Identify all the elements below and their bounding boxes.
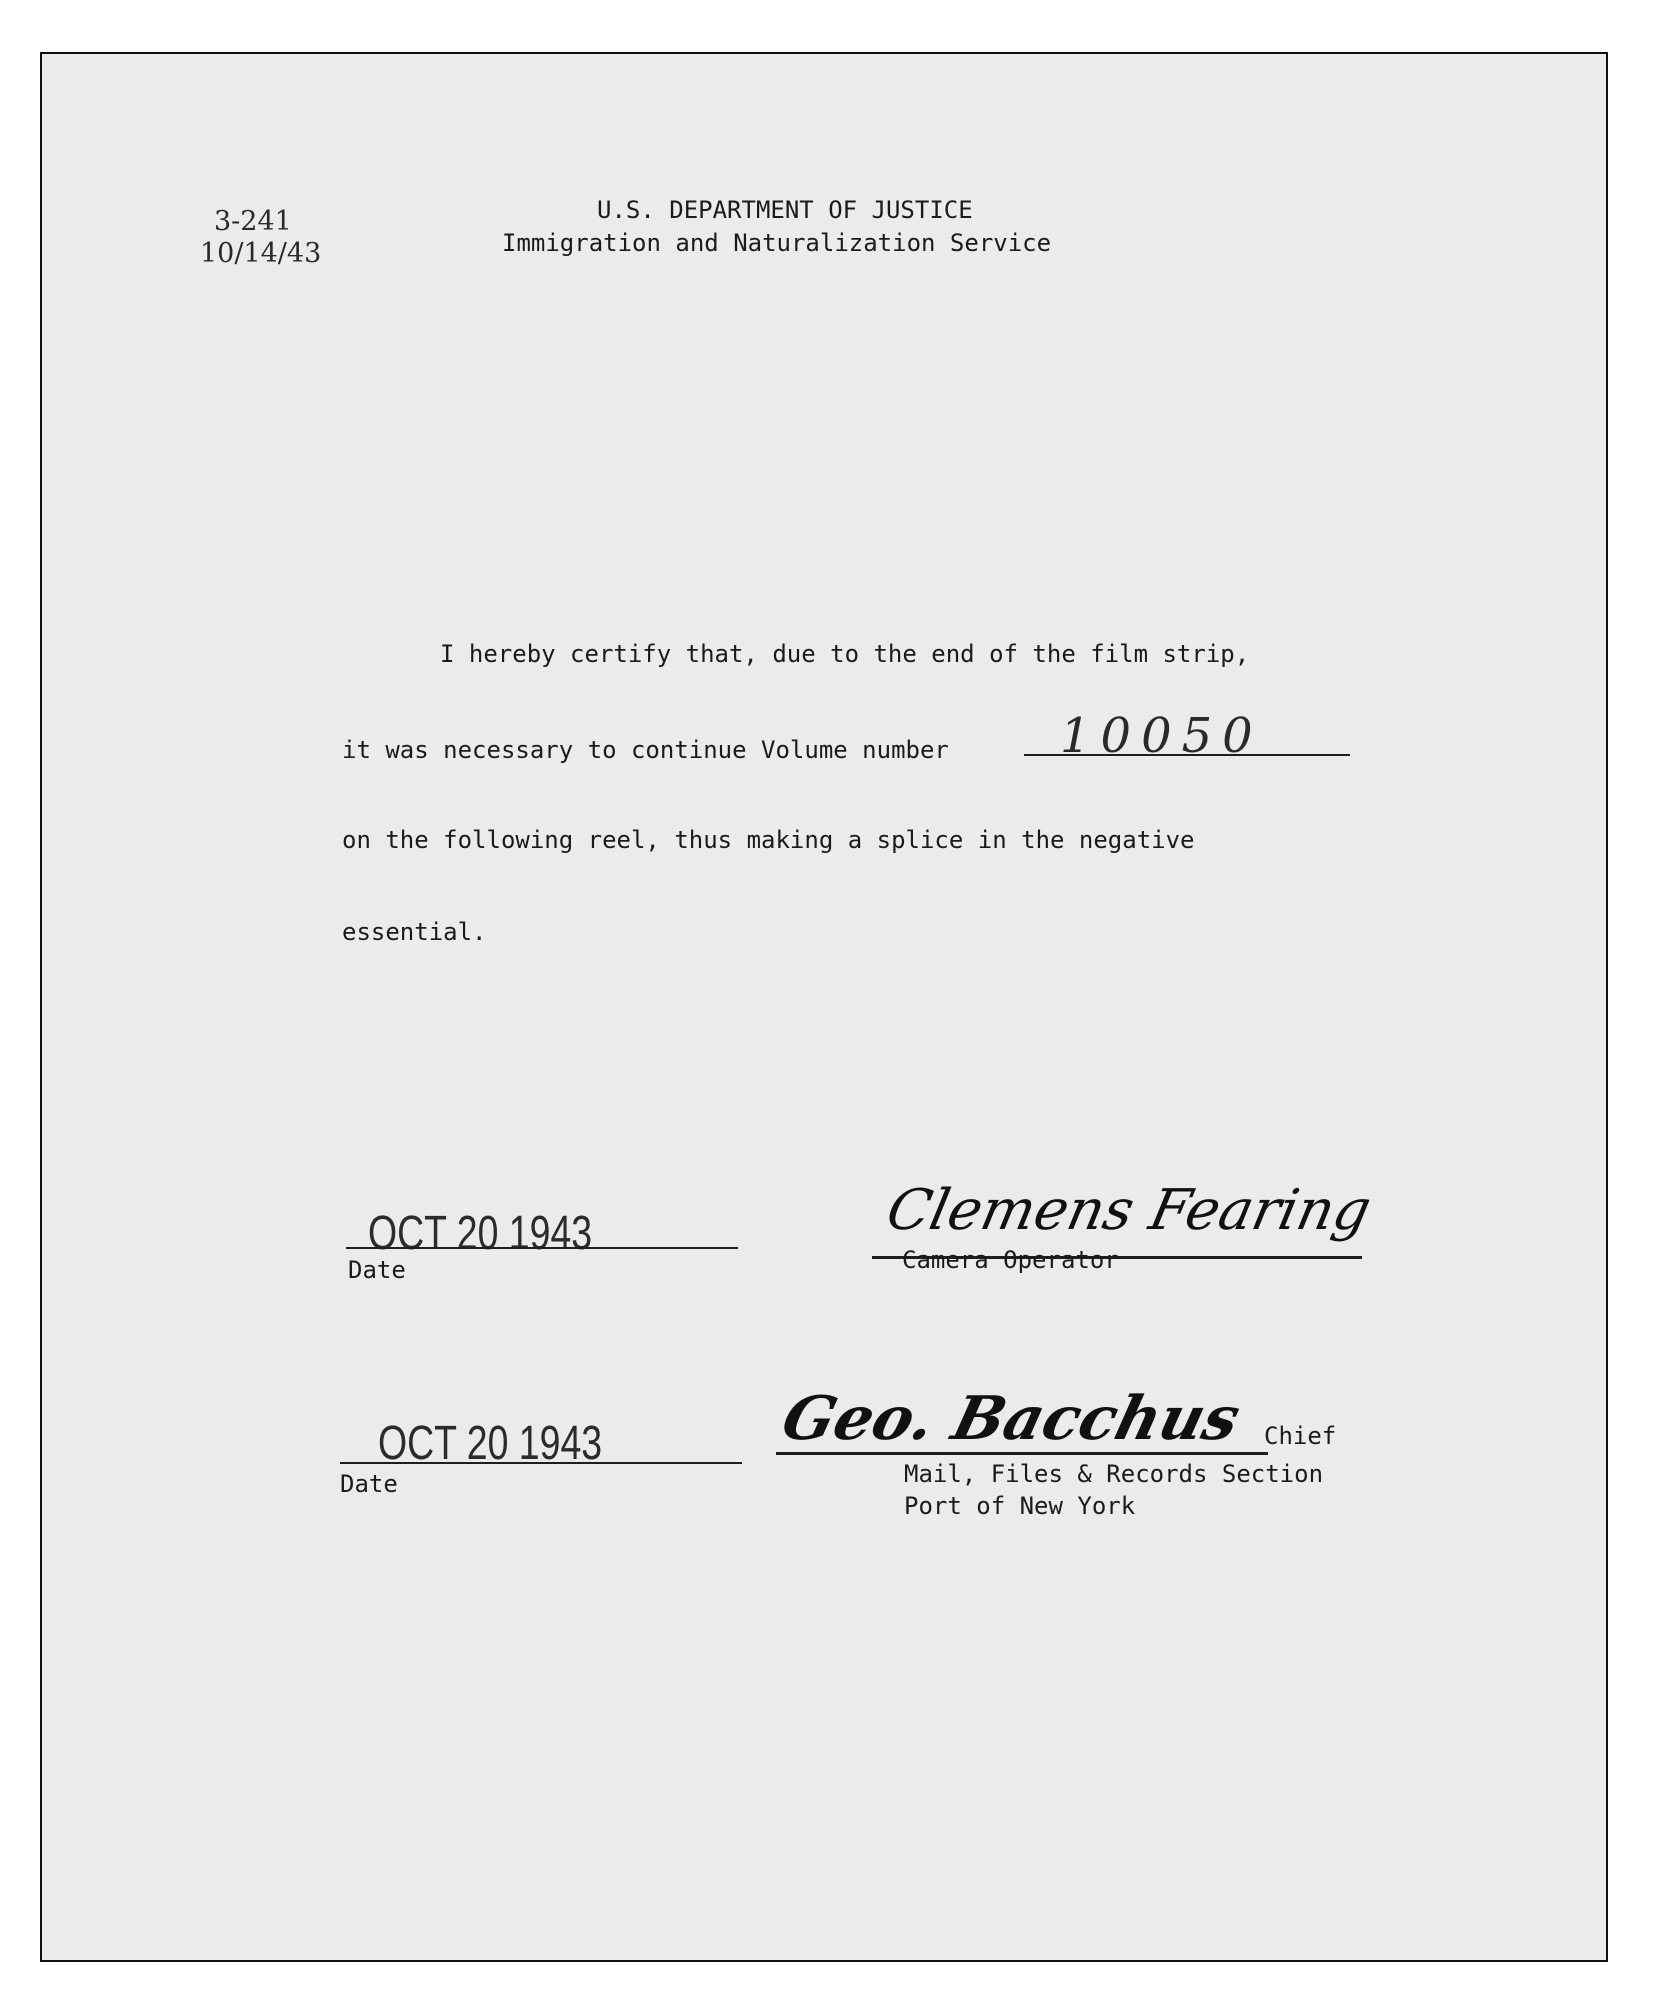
- date-label-1: Date: [348, 1256, 406, 1284]
- date-stamp-1: OCT 20 1943: [368, 1207, 593, 1260]
- form-date: 10/14/43: [200, 238, 322, 269]
- chief-signature: Geo. Bacchus: [775, 1384, 1247, 1454]
- port-title: Port of New York: [904, 1492, 1136, 1520]
- page-border: [40, 52, 1608, 1962]
- service-title: Immigration and Naturalization Service: [502, 229, 1052, 257]
- camera-operator-title: Camera Operator: [902, 1246, 1119, 1274]
- certify-line-4: essential.: [342, 918, 487, 946]
- chief-title: Chief: [1264, 1422, 1337, 1450]
- camera-operator-signature: Clemens Fearing: [881, 1178, 1377, 1243]
- volume-number: 10050: [1060, 708, 1263, 764]
- date-line-2: [340, 1462, 742, 1464]
- date-stamp-2: OCT 20 1943: [378, 1417, 603, 1470]
- certify-line-1: I hereby certify that, due to the end of the film strip,: [440, 640, 1250, 668]
- section-title: Mail, Files & Records Section: [904, 1460, 1324, 1488]
- date-line-1: [346, 1247, 738, 1249]
- signature-line-2: [776, 1452, 1268, 1455]
- form-number: 3-241: [214, 206, 292, 237]
- date-label-2: Date: [340, 1470, 398, 1498]
- certify-line-2: it was necessary to continue Volume number: [342, 736, 949, 764]
- department-title: U.S. DEPARTMENT OF JUSTICE: [597, 196, 973, 224]
- certify-line-3: on the following reel, thus making a splice in the negative: [342, 826, 1195, 854]
